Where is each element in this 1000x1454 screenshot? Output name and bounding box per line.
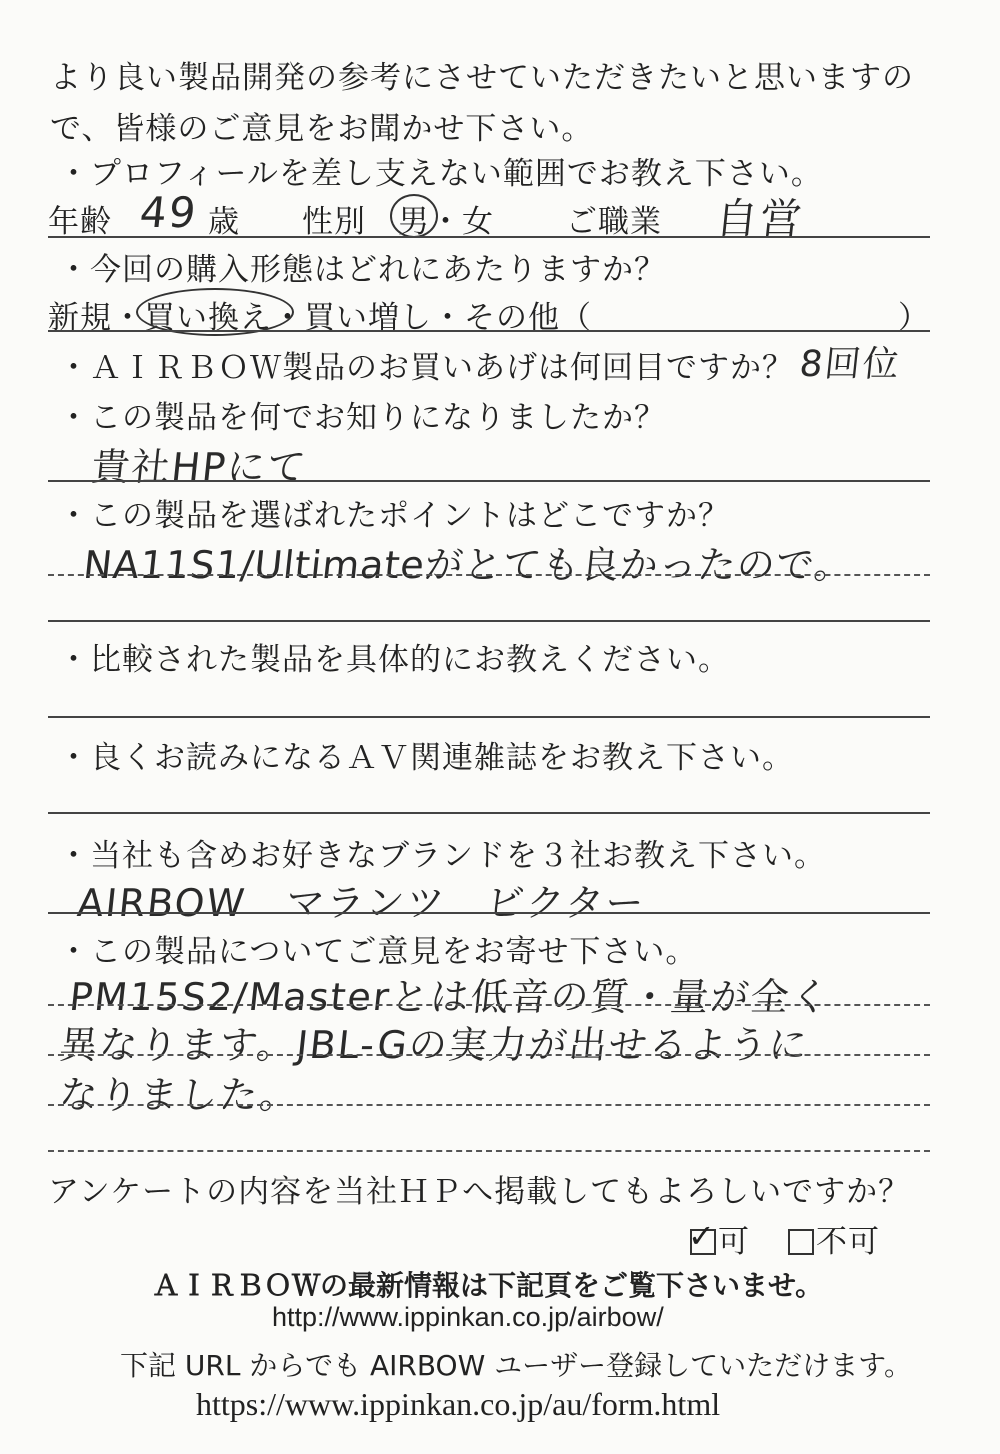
age-label: 年齢	[48, 204, 112, 240]
age-value: 49	[137, 188, 201, 237]
job-value: 自営	[713, 194, 807, 243]
divider	[48, 480, 930, 482]
gender-selection-circle	[390, 194, 438, 238]
opinion-line-2: 異なります。JBL-Gの実力が出せるように	[57, 1023, 812, 1067]
divider	[48, 330, 930, 332]
purchase-type-options: 新規・買い換え・買い増し・その他（	[48, 300, 592, 336]
consent-no[interactable]	[788, 1216, 880, 1261]
profile-question: ・プロフィールを差し支えない範囲でお教え下さい。	[58, 156, 823, 192]
checkbox-checked-icon[interactable]	[688, 1217, 716, 1255]
footer-url-1[interactable]: http://www.ippinkan.co.jp/airbow/	[272, 1302, 664, 1332]
opinion-line-3: なりました。	[57, 1073, 302, 1117]
intro-line-1: より良い製品開発の参考にさせていただきたいと思いますの	[50, 60, 914, 96]
points-answer: NA11S1/Ultimateがとても良かったので。	[81, 543, 856, 587]
answer-line	[48, 1004, 930, 1006]
magazines-question: ・良くお読みになるＡＶ関連雑誌をお教え下さい。	[58, 740, 794, 776]
brands-question: ・当社も含めお好きなブランドを３社お教え下さい。	[58, 838, 826, 874]
gender-options: 男・女	[398, 204, 494, 240]
footer-url-2[interactable]: https://www.ippinkan.co.jp/au/form.html	[196, 1386, 721, 1422]
opinion-question: ・この製品についてご意見をお寄せ下さい。	[58, 934, 698, 970]
purchase-count-answer: 8回位	[797, 344, 903, 385]
intro-line-2: で、皆様のご意見をお聞かせ下さい。	[50, 111, 594, 147]
divider	[48, 236, 930, 238]
consent-yes[interactable]	[690, 1216, 750, 1261]
answer-line	[48, 1104, 930, 1106]
job-label: ご職業	[566, 204, 662, 240]
age-unit: 歳	[208, 204, 240, 240]
purchase-selection-circle	[136, 288, 294, 336]
consent-question: アンケートの内容を当社ＨＰへ掲載してもよろしいですか？	[48, 1174, 911, 1210]
footer-register-text: 下記 URL からでも AIRBOW ユーザー登録していただけます。	[120, 1349, 912, 1382]
consent-no-label: 不可	[816, 1224, 880, 1260]
answer-line	[48, 574, 930, 576]
check-mark-icon: ✓	[688, 1217, 716, 1255]
divider	[48, 716, 930, 718]
gender-label: 性別	[302, 204, 366, 240]
divider	[48, 912, 930, 914]
points-question: ・この製品を選ばれたポイントはどこですか？	[58, 498, 730, 534]
checkbox-icon[interactable]	[788, 1229, 814, 1255]
how-known-answer: 貴社HPにて	[89, 445, 310, 489]
consent-yes-label: 可	[718, 1224, 750, 1260]
answer-line	[48, 1150, 930, 1152]
answer-line	[48, 1054, 930, 1056]
divider	[48, 620, 930, 622]
divider	[48, 812, 930, 814]
purchase-type-question: ・今回の購入形態はどれにあたりますか？	[58, 252, 666, 288]
compared-question: ・比較された製品を具体的にお教えください。	[58, 642, 730, 678]
opinion-line-1: PM15S2/Masterとは低音の質・量が全く	[67, 975, 833, 1019]
footer-headline: ＡＩＲＢＯＷの最新情報は下記頁をご覧下さいませ。	[152, 1270, 824, 1301]
purchase-type-close: ）	[898, 300, 930, 336]
brands-answer: AIRBOW マランツ ビクター	[75, 881, 648, 925]
how-known-question: ・この製品を何でお知りになりましたか？	[58, 400, 666, 436]
purchase-count-question: ・ＡＩＲＢＯＷ製品のお買いあげは何回目ですか？	[58, 350, 794, 386]
